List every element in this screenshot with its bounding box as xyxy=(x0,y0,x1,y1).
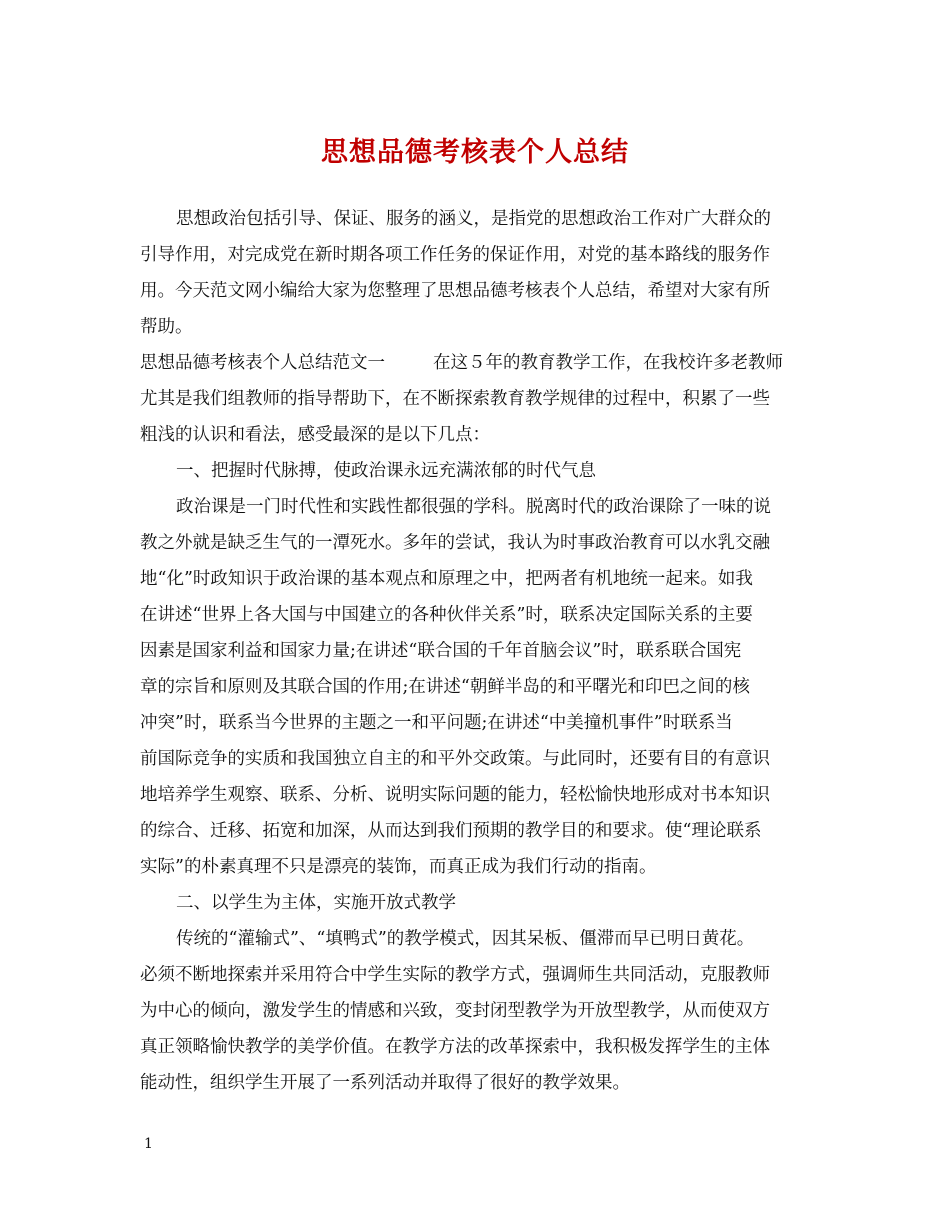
paragraph-line-composite xyxy=(140,351,783,375)
paragraph-line: 引导作用，对完成党在新时期各项工作任务的保证作用，对党的基本路线的服务作 xyxy=(140,245,770,265)
paragraph-line: 用。今天范文网小编给大家为您整理了思想品德考核表个人总结，希望对大家有所 xyxy=(140,281,770,301)
paragraph-line: 思想政治包括引导、保证、服务的涵义，是指党的思想政治工作对广大群众的 xyxy=(176,209,771,229)
paragraph-line: 尤其是我们组教师的指导帮助下，在不断探索教育教学规律的过程中，积累了一些 xyxy=(140,389,770,409)
paragraph-line: 粗浅的认识和看法，感受最深的是以下几点： xyxy=(140,425,490,445)
paragraph-line: 地培养学生观察、联系、分析、说明实际问题的能力，轻松愉快地形成对书本知识 xyxy=(140,785,770,805)
paragraph-line: 能动性，组织学生开展了一系列活动并取得了很好的教学效果。 xyxy=(140,1073,630,1093)
paragraph-line: 政治课是一门时代性和实践性都很强的学科。脱离时代的政治课除了一味的说 xyxy=(176,497,771,517)
paragraph-line: 必须不断地探索并采用符合中学生实际的教学方式，强调师生共同活动，克服教师 xyxy=(140,965,770,985)
document-title: 思想品德考核表个人总结 xyxy=(321,137,629,168)
paragraph-line: 真正领略愉快教学的美学价值。在教学方法的改革探索中，我积极发挥学生的主体 xyxy=(140,1037,770,1057)
paragraph-line: 章的宗旨和原则及其联合国的作用;在讲述“朝鲜半岛的和平曙光和印巴之间的核 xyxy=(140,677,750,697)
section-heading: 思想品德考核表个人总结范文一 xyxy=(140,353,385,373)
paragraph-line: 实际”的朴素真理不只是漂亮的装饰，而真正成为我们行动的指南。 xyxy=(140,857,657,877)
paragraph-line: 为中心的倾向，激发学生的情感和兴致，变封闭型教学为开放型教学，从而使双方 xyxy=(140,1001,770,1021)
paragraph-text: 在这５年的教育教学工作，在我校许多老教师 xyxy=(433,353,783,373)
page-number: 1 xyxy=(144,1136,153,1152)
section-heading: 一、把握时代脉搏，使政治课永远充满浓郁的时代气息 xyxy=(176,461,596,481)
paragraph-line: 地“化”时政知识于政治课的基本观点和原理之中，把两者有机地统一起来。如我 xyxy=(140,569,753,589)
paragraph-line: 前国际竞争的实质和我国独立自主的和平外交政策。与此同时，还要有目的有意识 xyxy=(140,749,770,769)
paragraph-line: 冲突”时，联系当今世界的主题之一和平问题;在讲述“中美撞机事件”时联系当 xyxy=(140,713,733,733)
paragraph-line: 帮助。 xyxy=(140,317,193,337)
paragraph-line: 教之外就是缺乏生气的一潭死水。多年的尝试，我认为时事政治教育可以水乳交融 xyxy=(140,533,770,553)
paragraph-line: 因素是国家利益和国家力量;在讲述“联合国的千年首脑会议”时，联系联合国宪 xyxy=(140,641,742,661)
paragraph-line: 在讲述“世界上各大国与中国建立的各种伙伴关系”时，联系决定国际关系的主要 xyxy=(140,605,753,625)
paragraph-line: 传统的“灌输式”、“填鸭式”的教学模式，因其呆板、僵滞而早已明日黄花。 xyxy=(176,929,755,949)
section-heading: 二、以学生为主体，实施开放式教学 xyxy=(176,893,456,913)
paragraph-line: 的综合、迁移、拓宽和加深，从而达到我们预期的教学目的和要求。使“理论联系 xyxy=(140,821,762,841)
